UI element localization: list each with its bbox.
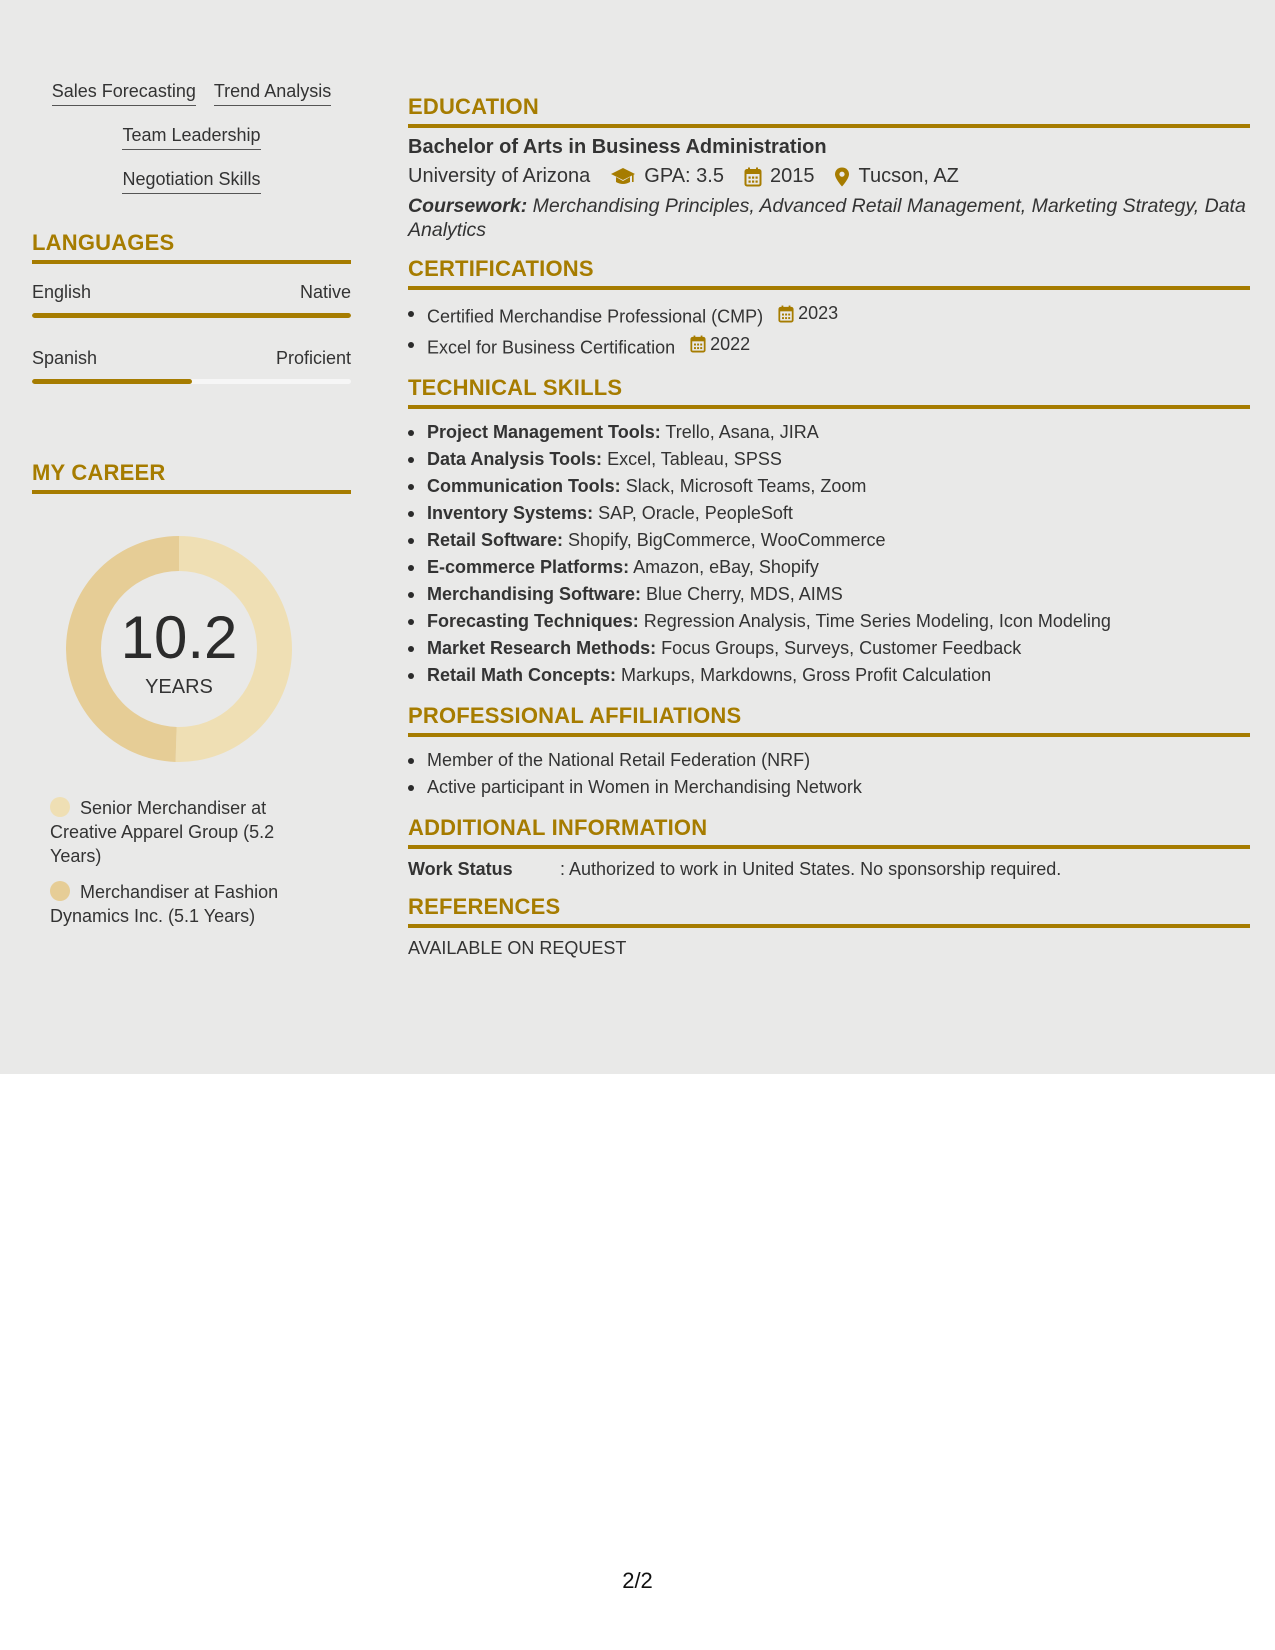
tech-skill-label: Communication Tools: bbox=[427, 476, 621, 496]
certification-name: Certified Merchandise Professional (CMP) bbox=[427, 306, 764, 327]
skill-tag: Team Leadership bbox=[122, 124, 260, 150]
certification-name: Excel for Business Certification bbox=[427, 337, 676, 357]
degree: Bachelor of Arts in Business Administration bbox=[408, 136, 827, 158]
right-column bbox=[408, 94, 1250, 973]
affiliations-title: PROFESSIONAL AFFILIATIONS bbox=[408, 703, 1250, 737]
calendar-icon bbox=[778, 305, 794, 323]
additional-info-title: ADDITIONAL INFORMATION bbox=[408, 815, 1250, 849]
graduation-year: 2015 bbox=[769, 165, 815, 187]
career-section bbox=[32, 460, 351, 928]
tech-skill-item bbox=[408, 581, 1250, 608]
technical-skills-section bbox=[408, 375, 1250, 689]
tech-skill-value: Slack, Microsoft Teams, Zoom bbox=[625, 476, 867, 496]
tech-skill-label: Forecasting Techniques: bbox=[427, 611, 639, 631]
education-title: EDUCATION bbox=[408, 94, 1250, 128]
affiliations-section bbox=[408, 703, 1250, 801]
tech-skill-label: Retail Math Concepts: bbox=[427, 665, 617, 685]
legend-item bbox=[50, 880, 310, 928]
left-column bbox=[32, 80, 351, 940]
language-item bbox=[32, 282, 351, 318]
skill-tag: Negotiation Skills bbox=[122, 168, 260, 194]
language-item bbox=[32, 348, 351, 384]
language-name: Spanish bbox=[32, 348, 98, 368]
career-title: MY CAREER bbox=[32, 460, 351, 494]
tech-skill-item bbox=[408, 419, 1250, 446]
affiliation-item: Member of the National Retail Federation (NRF) bbox=[408, 747, 1250, 774]
skill-tag: Sales Forecasting bbox=[52, 80, 196, 106]
career-total: 10.2 bbox=[120, 604, 238, 671]
tech-skill-value: Trello, Asana, JIRA bbox=[665, 422, 819, 442]
location-pin-icon bbox=[834, 167, 850, 187]
tech-skill-item bbox=[408, 500, 1250, 527]
tech-skill-item bbox=[408, 662, 1250, 689]
legend-label: Senior Merchandiser at Creative Apparel Group (5.2 Years) bbox=[50, 798, 275, 866]
certification-item bbox=[408, 331, 1250, 362]
coursework-label: Coursework: bbox=[408, 195, 528, 217]
legend-dot bbox=[50, 881, 70, 901]
tech-skill-value: Regression Analysis, Time Series Modeling, Icon Modeling bbox=[643, 611, 1111, 631]
affiliation-item: Active participant in Women in Merchandising Network bbox=[408, 774, 1250, 801]
technical-skills-list bbox=[408, 419, 1250, 689]
languages-title: LANGUAGES bbox=[32, 230, 351, 264]
gpa: GPA: 3.5 bbox=[644, 165, 724, 187]
page-number: 2/2 bbox=[622, 1568, 653, 1593]
work-status-value: : Authorized to work in United States. No sponsorship required. bbox=[560, 859, 1062, 879]
affiliations-list bbox=[408, 747, 1250, 801]
language-level: Native bbox=[299, 282, 351, 302]
certification-item bbox=[408, 300, 1250, 331]
career-unit: YEARS bbox=[145, 676, 213, 698]
tech-skill-value: Focus Groups, Surveys, Customer Feedback bbox=[661, 638, 1022, 658]
calendar-icon bbox=[744, 167, 762, 187]
skills-list bbox=[32, 80, 351, 194]
tech-skill-label: Market Research Methods: bbox=[427, 638, 657, 658]
graduation-cap-icon bbox=[610, 167, 636, 187]
references-text: AVAILABLE ON REQUEST bbox=[408, 938, 627, 958]
language-bar bbox=[32, 313, 351, 318]
language-bar bbox=[32, 379, 351, 384]
certification-year: 2023 bbox=[798, 303, 839, 323]
tech-skill-item bbox=[408, 473, 1250, 500]
certifications-section bbox=[408, 256, 1250, 361]
tech-skill-label: E-commerce Platforms: bbox=[427, 557, 630, 577]
tech-skill-value: Shopify, BigCommerce, WooCommerce bbox=[568, 530, 886, 550]
calendar-icon bbox=[690, 335, 706, 353]
tech-skill-label: Project Management Tools: bbox=[427, 422, 661, 442]
coursework bbox=[408, 194, 1250, 242]
school: University of Arizona bbox=[408, 165, 591, 187]
language-bar-fill bbox=[32, 313, 351, 318]
references-title: REFERENCES bbox=[408, 894, 1250, 928]
career-legend bbox=[50, 796, 310, 928]
coursework-list: Merchandising Principles, Advanced Retail Management, Marketing Strategy, Data Analytics bbox=[408, 195, 1246, 241]
language-bar-fill bbox=[32, 379, 192, 384]
technical-skills-title: TECHNICAL SKILLS bbox=[408, 375, 1250, 409]
location: Tucson, AZ bbox=[858, 165, 959, 187]
education-meta bbox=[408, 165, 1250, 188]
education-section bbox=[408, 94, 1250, 242]
language-name: English bbox=[32, 282, 92, 302]
certifications-title: CERTIFICATIONS bbox=[408, 256, 1250, 290]
language-level: Proficient bbox=[275, 348, 351, 368]
skill-tag: Trend Analysis bbox=[214, 80, 331, 106]
languages-section bbox=[32, 230, 351, 384]
tech-skill-label: Inventory Systems: bbox=[427, 503, 594, 523]
tech-skill-value: Markups, Markdowns, Gross Profit Calculation bbox=[621, 665, 992, 685]
additional-info-section bbox=[408, 815, 1250, 880]
tech-skill-value: Excel, Tableau, SPSS bbox=[607, 449, 782, 469]
tech-skill-item bbox=[408, 554, 1250, 581]
references-section bbox=[408, 894, 1250, 959]
certification-year: 2022 bbox=[710, 333, 751, 354]
tech-skill-label: Data Analysis Tools: bbox=[427, 449, 603, 469]
tech-skill-item bbox=[408, 446, 1250, 473]
tech-skill-item bbox=[408, 608, 1250, 635]
tech-skill-value: Blue Cherry, MDS, AIMS bbox=[646, 584, 843, 604]
work-status bbox=[408, 859, 1250, 880]
legend-dot bbox=[50, 797, 70, 817]
legend-item bbox=[50, 796, 310, 868]
work-status-label: Work Status bbox=[408, 859, 513, 879]
tech-skill-value: Amazon, eBay, Shopify bbox=[633, 557, 819, 577]
tech-skill-label: Merchandising Software: bbox=[427, 584, 642, 604]
career-donut-chart bbox=[66, 536, 292, 762]
tech-skill-label: Retail Software: bbox=[427, 530, 564, 550]
certifications-list bbox=[408, 300, 1250, 361]
legend-label: Merchandiser at Fashion Dynamics Inc. (5.1 Years) bbox=[50, 882, 279, 926]
tech-skill-item bbox=[408, 635, 1250, 662]
tech-skill-value: SAP, Oracle, PeopleSoft bbox=[598, 503, 793, 523]
tech-skill-item bbox=[408, 527, 1250, 554]
